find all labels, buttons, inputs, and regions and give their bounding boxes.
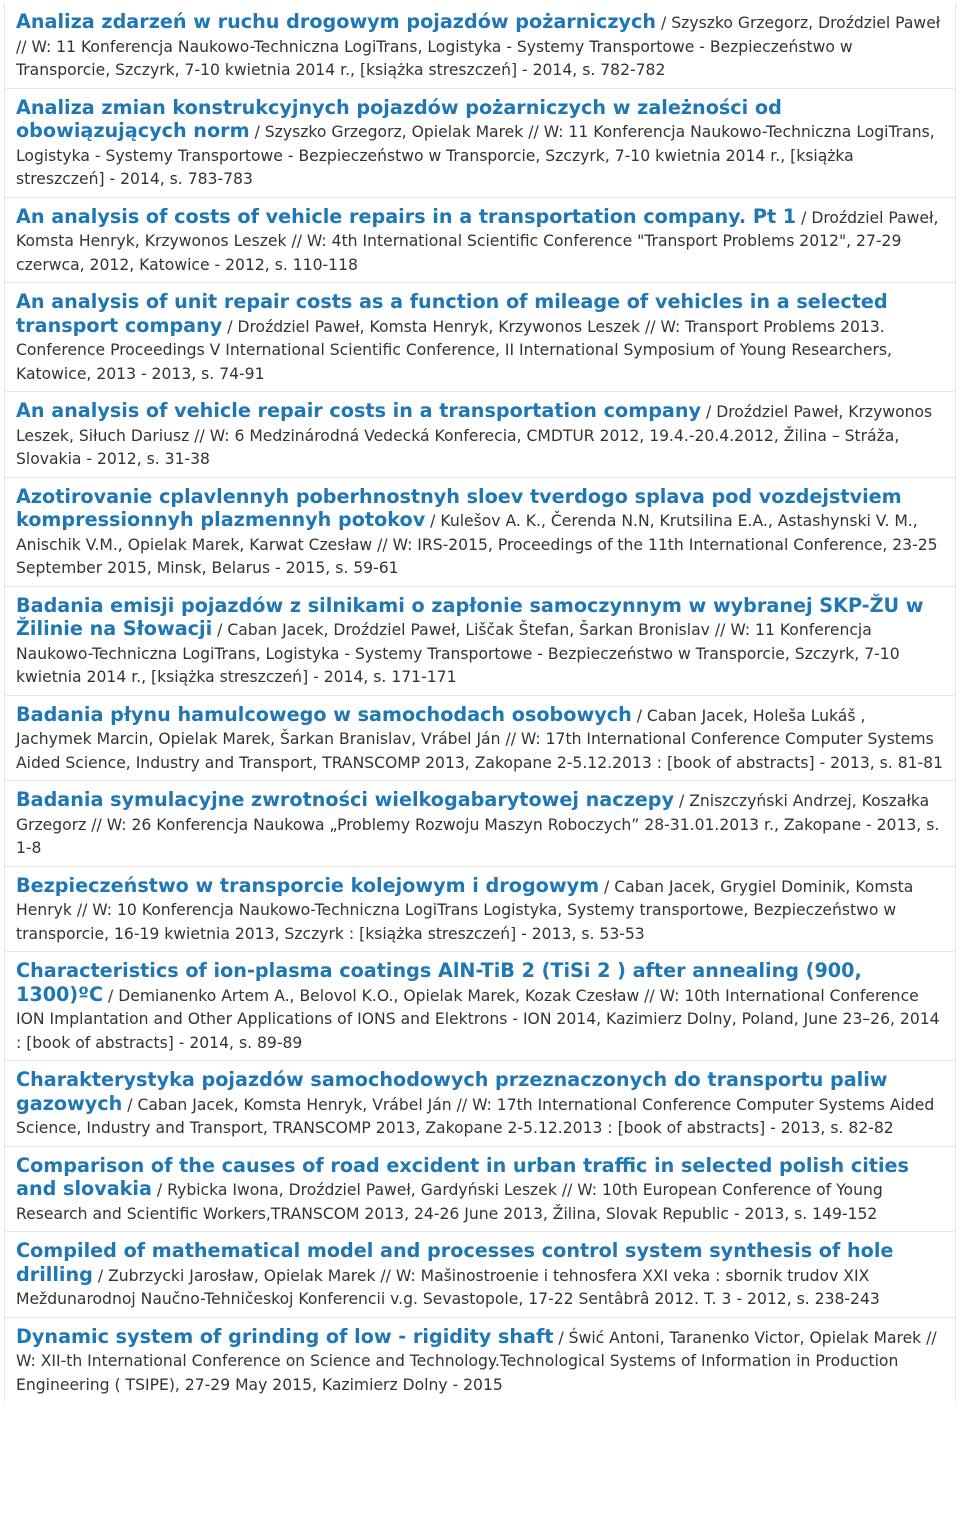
entry-text [16, 485, 945, 581]
entry-text [16, 1068, 945, 1141]
publication-details: / Kulešov A. K., Čerenda N.N, Krutsilina E.A., Astashynski V. M., Anischik V.M., Opielak Marek, Karwat Czesław // W: IRS-2015, Proceedings of the 11th International Conference, 23-25 September 2015, Minsk, Belarus - 2015, s. 59-61 [16, 512, 938, 577]
publication-entry [5, 1147, 955, 1233]
publication-details: / Zubrzycki Jarosław, Opielak Marek // W: Mašinostroenie i tehnosfera XXI veka : sbornik trudov XIX Meždunarodnoj Naučno-Tehničeskoj Konferencii v.g. Sevastopole, 17-22 Sentâbrâ 2012. T. 3 - 2012, s. 238-243 [16, 1266, 880, 1308]
publication-details: / Caban Jacek, Holeša Lukáš , Jachymek Marcin, Opielak Marek, Šarkan Branislav, Vrábel Ján // W: 17th International Conference Computer Systems Aided Science, Industry and Transport, TRANSCOMP 2013, Zakopane 2-5.12.2013 : [book of abstracts] - 2013, s. 81-81 [16, 706, 944, 772]
publication-list [4, 3, 956, 1402]
publication-entry [5, 392, 955, 478]
publication-title-link[interactable]: Analiza zmian konstrukcyjnych pojazdów pożarniczych w zależności od obowiązujących norm [16, 95, 782, 142]
publication-title-link[interactable]: Comparison of the causes of road excident in urban traffic in selected polish cities and slovakia [16, 1153, 909, 1200]
publication-title-link[interactable]: Characteristics of ion-plasma coatings AlN-TiB 2 (TiSi 2 ) after annealing (900, 1300)ºC [16, 959, 862, 1006]
publication-entry [5, 478, 955, 587]
entry-text [16, 399, 945, 472]
publication-title-link[interactable]: An analysis of unit repair costs as a function of mileage of vehicles in a selected transport company [16, 290, 888, 337]
publication-entry [5, 696, 955, 782]
publication-details: / Świć Antoni, Taranenko Victor, Opielak Marek // W: XII-th International Conference on Science and Technology.Technological Systems of Information in Production Engineering ( TSIPE), 27-29 May 2015, Kazimierz Dolny - 2015 [16, 1328, 937, 1394]
publication-title-link[interactable]: Azotirovanie cplavlennyh poberhnostnyh sloev tverdogo splava pod vozdejstviem kompressionnyh plazmennyh potokov [16, 484, 902, 531]
publication-details: / Droździel Paweł, Krzywonos Leszek, Siłuch Dariusz // W: 6 Medzinárodná Vedecká Konferecia, CMDTUR 2012, 19.4.-20.4.2012, Žilina – Stráža, Slovakia - 2012, s. 31-38 [16, 403, 933, 468]
entry-text [16, 205, 945, 278]
publication-entry [5, 198, 955, 284]
publication-entry [5, 1318, 955, 1403]
publication-details: / Caban Jacek, Droździel Paweł, Liščak Štefan, Šarkan Bronislav // W: 11 Konferencja Naukowo-Techniczna LogiTrans, Logistyka - Systemy Transportowe - Bezpieczeństwo w Transporcie, Szczyrk, 7-10 kwietnia 2014 r., [książka streszczeń] - 2014, s. 171-171 [16, 621, 900, 686]
entry-text [16, 10, 945, 83]
entry-text [16, 96, 945, 192]
publication-entry [5, 3, 955, 89]
publication-title-link[interactable]: An analysis of costs of vehicle repairs in a transportation company. Pt 1 [16, 204, 797, 228]
publication-entry [5, 952, 955, 1061]
publication-details: / Droździel Paweł, Komsta Henryk, Krzywonos Leszek // W: Transport Problems 2013. Conference Proceedings V International Scientific Conference, II International Symposium of Young Researchers, Katowice, 2013 - 2013, s. 74-91 [16, 317, 892, 383]
publication-entry [5, 283, 955, 392]
entry-text [16, 703, 945, 776]
entry-text [16, 959, 945, 1055]
publication-details: / Zniszczyński Andrzej, Koszałka Grzegorz // W: 26 Konferencja Naukowa „Problemy Rozwoju Maszyn Roboczych” 28-31.01.2013 r., Zakopane - 2013, s. 1-8 [16, 792, 940, 857]
entry-text [16, 594, 945, 690]
publication-title-link[interactable]: Badania symulacyjne zwrotności wielkogabarytowej naczepy [16, 788, 675, 811]
entry-text [16, 1239, 945, 1312]
publication-details: / Demianenko Artem A., Belovol K.O., Opielak Marek, Kozak Czesław // W: 10th International Conference ION Implantation and Other Applications of IONS and Elektrons - ION 2014, Kazimierz Dolny, Poland, June 23–26, 2014 : [book of abstracts] - 2014, s. 89-89 [16, 986, 940, 1052]
publication-title-link[interactable]: Badania płynu hamulcowego w samochodach osobowych [16, 702, 632, 726]
publication-title-link[interactable]: Badania emisji pojazdów z silnikami o zapłonie samoczynnym w wybranej SKP-ŽU w Žilinie na Słowacji [16, 593, 924, 640]
publication-entry [5, 1061, 955, 1147]
publication-entry [5, 89, 955, 198]
entry-text [16, 1154, 945, 1227]
publication-title-link[interactable]: Charakterystyka pojazdów samochodowych przeznaczonych do transportu paliw gazowych [16, 1068, 888, 1115]
publication-entry [5, 1232, 955, 1318]
publication-details: / Caban Jacek, Grygiel Dominik, Komsta Henryk // W: 10 Konferencja Naukowo-Techniczna LogiTrans Logistyka, Systemy transportowe, Bezpieczeństwo w transporcie, 16-19 kwietnia 2013, Szczyrk : [książka streszczeń] - 2013, s. 53-53 [16, 877, 914, 943]
publication-entry [5, 867, 955, 953]
publication-details: / Szyszko Grzegorz, Droździel Paweł // W: 11 Konferencja Naukowo-Techniczna LogiTrans, Logistyka - Systemy Transportowe - Bezpieczeństwo w Transporcie, Szczyrk, 7-10 kwietnia 2014 r., [książka streszczeń] - 2014, s. 782-782 [16, 14, 941, 79]
publication-details: / Droździel Paweł, Komsta Henryk, Krzywonos Leszek // W: 4th International Scientific Conference "Transport Problems 2012", 27-29 czerwca, 2012, Katowice - 2012, s. 110-118 [16, 208, 939, 274]
entry-text [16, 1325, 945, 1398]
publication-title-link[interactable]: Dynamic system of grinding of low - rigidity shaft [16, 1324, 554, 1348]
publication-title-link[interactable]: Analiza zdarzeń w ruchu drogowym pojazdów pożarniczych [16, 10, 657, 33]
entry-text [16, 290, 945, 386]
entry-text [16, 874, 945, 947]
publication-details: / Caban Jacek, Komsta Henryk, Vrábel Ján // W: 17th International Conference Computer Systems Aided Science, Industry and Transport, TRANSCOMP 2013, Zakopane 2-5.12.2013 : [book of abstracts] - 2013, s. 82-82 [16, 1095, 935, 1137]
publication-entry [5, 587, 955, 696]
publication-title-link[interactable]: Bezpieczeństwo w transporcie kolejowym i drogowym [16, 873, 600, 897]
publication-entry [5, 781, 955, 867]
publication-details: / Rybicka Iwona, Droździel Paweł, Gardyński Leszek // W: 10th European Conference of Young Research and Scientific Workers,TRANSCOM 2013, 24-26 June 2013, Žilina, Slovak Republic - 2013, s. 149-152 [16, 1181, 883, 1223]
publication-title-link[interactable]: Compiled of mathematical model and processes control system synthesis of hole drilling [16, 1239, 894, 1286]
publication-details: / Szyszko Grzegorz, Opielak Marek // W: 11 Konferencja Naukowo-Techniczna LogiTrans, Logistyka - Systemy Transportowe - Bezpieczeństwo w Transporcie, Szczyrk, 7-10 kwietnia 2014 r., [książka streszczeń] - 2014, s. 783-783 [16, 123, 935, 188]
publication-title-link[interactable]: An analysis of vehicle repair costs in a transportation company [16, 399, 702, 422]
entry-text [16, 788, 945, 861]
